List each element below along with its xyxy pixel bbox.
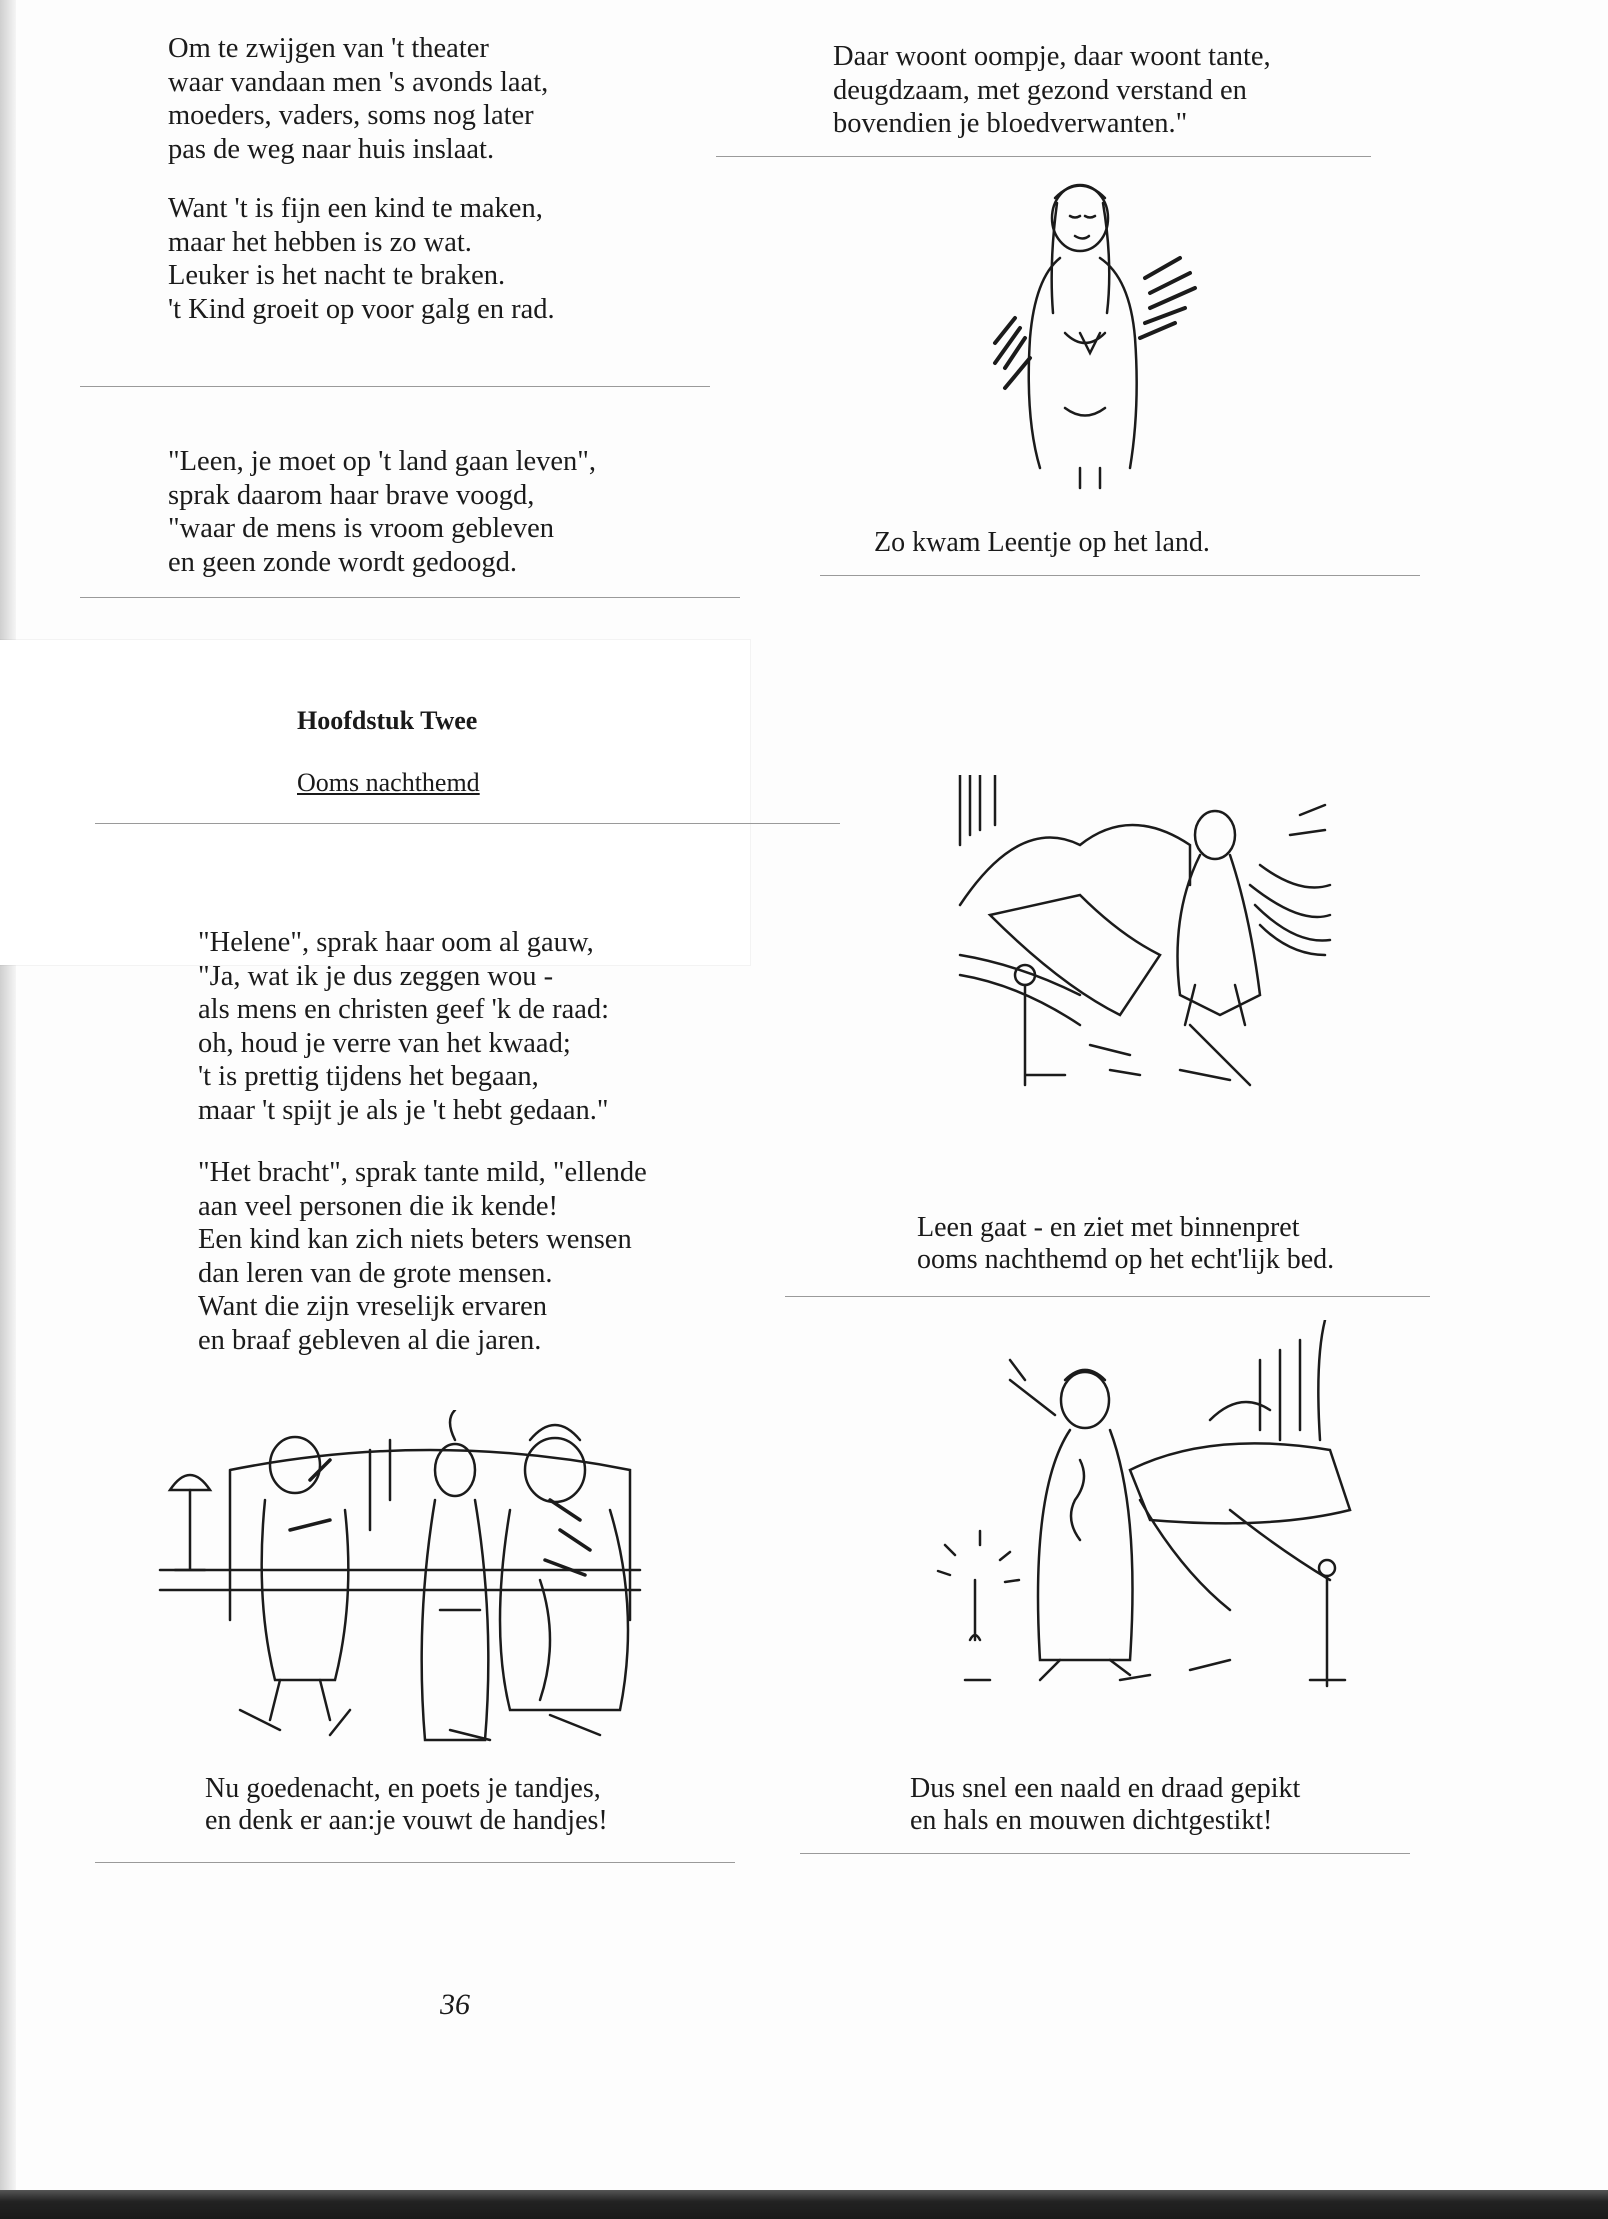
caption-naald: Dus snel een naald en draad gepikt en hals en mouwen dichtgestikt! (910, 1773, 1301, 1836)
page-number: 36 (440, 1988, 470, 2021)
verse-oompje: Daar woont oompje, daar woont tante, deugdzaam, met gezond verstand en bovendien je bloedverwanten." (833, 41, 1271, 139)
verse-theater: Om te zwijgen van 't theater waar vandaan men 's avonds laat, moeders, vaders, soms nog later pas de weg naar huis inslaat. (168, 33, 549, 165)
cut-line (95, 1862, 735, 1863)
cut-line (95, 823, 840, 824)
caption-leentje: Zo kwam Leentje op het land. (874, 527, 1210, 558)
chapter-title: Hoofdstuk Twee (297, 706, 478, 735)
binding-shadow (0, 0, 16, 2219)
caption-nachthemd: Leen gaat - en ziet met binnenpret ooms nachthemd op het echt'lijk bed. (917, 1212, 1335, 1275)
verse-kind: Want 't is fijn een kind te maken, maar het hebben is zo wat. Leuker is het nacht te braken. 't Kind groeit op voor galg en rad. (168, 193, 555, 325)
girl-at-bed-icon (940, 775, 1380, 1105)
cut-line (716, 156, 1371, 157)
caption-goedenacht: Nu goedenacht, en poets je tandjes, en denk er aan:je vouwt de handjes! (205, 1773, 608, 1836)
cut-line (80, 597, 740, 598)
cut-line (785, 1296, 1430, 1297)
pasted-strip-helene (0, 640, 750, 965)
girl-with-braids-standing-icon (985, 168, 1210, 498)
family-on-sofa-icon (150, 1410, 690, 1750)
chapter-subtitle: Ooms nachthemd (297, 768, 480, 797)
cut-line (820, 575, 1420, 576)
verse-tante: "Het bracht", sprak tante mild, "ellende aan veel personen die ik kende! Een kind kan zich niets beters wensen dan leren van de grote mensen. Want die zijn vreselijk ervaren en braaf gebleven al die jaren. (198, 1157, 647, 1356)
cut-line (80, 386, 710, 387)
verse-voogd: "Leen, je moet op 't land gaan leven", sprak daarom haar brave voogd, "waar de mens is vroom gebleven en geen zonde wordt gedoogd. (168, 446, 597, 578)
scanner-edge (0, 2190, 1608, 2219)
girl-sewing-nightshirt-icon (930, 1320, 1380, 1710)
cut-line (800, 1853, 1410, 1854)
verse-helene: "Helene", sprak haar oom al gauw, "Ja, wat ik je dus zeggen wou - als mens en christen geef 'k de raad: oh, houd je verre van het kwaad; 't is prettig tijdens het begaan, maar 't spijt je als je 't hebt gedaan." (198, 927, 610, 1126)
